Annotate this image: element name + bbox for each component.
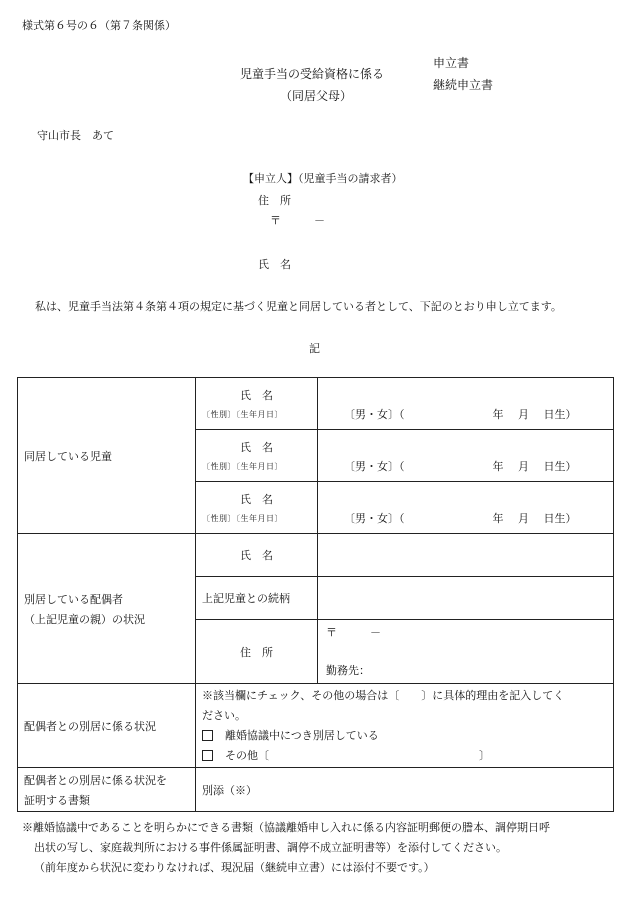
form-number: 様式第６号の６（第７条関係） (22, 19, 176, 32)
statement: 私は、児童手当法第４条第４項の規定に基づく児童と同居している者として、下記のとおり申し立てます。 (35, 300, 562, 313)
children-label: 同居している児童 (18, 378, 196, 534)
divorce-option-label: 離婚協議中につき別居している (225, 728, 379, 742)
other-option-label: その他〔 (225, 748, 269, 762)
child-1-value: 〔男・女〕（ 年 月 日生） (344, 407, 577, 421)
child-2-value: 〔男・女〕（ 年 月 日生） (344, 459, 577, 473)
divorce-checkbox[interactable] (202, 730, 213, 741)
spouse-relation-label: 上記児童との続柄 (196, 577, 318, 620)
note-line1: ※離婚協議中であることを明らかにできる書類（協議離婚申し入れに係る内容証明郵便の謄本、調停期日呼 (22, 821, 550, 834)
child-1-name-cell (196, 378, 318, 430)
spouse-address-input[interactable] (318, 620, 614, 684)
notes (22, 818, 612, 878)
separation-instruction-1: ※該当欄にチェック、その他の場合は〔 〕に具体的理由を記入してく (202, 688, 565, 702)
separation-instruction-2: ださい。 (202, 708, 246, 722)
proof-label-line1: 配偶者との別居に係る状況を (24, 773, 167, 787)
doc-type-application: 申立書 (433, 56, 470, 70)
proof-value: 別添（※） (196, 768, 614, 812)
child-1-value-cell[interactable] (318, 378, 614, 430)
other-option-close: 〕 (479, 748, 490, 762)
note-line2: 出状の写し、家庭裁判所における事件係属証明書、調停不成立証明書等）を添付してください。 (34, 841, 507, 854)
applicant-postal: 〒 － (270, 214, 325, 227)
other-checkbox[interactable] (202, 750, 213, 761)
spouse-work: 勤務先： (326, 664, 370, 677)
child-name-label: 氏 名 (240, 389, 273, 402)
form-subtitle: （同居父母） (280, 89, 353, 103)
spouse-relation-input[interactable] (318, 577, 614, 620)
separation-option-divorce (202, 726, 607, 746)
child-3-value-cell[interactable] (318, 482, 614, 534)
spouse-label (18, 534, 196, 684)
application-table (17, 377, 614, 812)
spouse-label-line2: （上記児童の親）の状況 (24, 612, 145, 626)
spouse-postal: 〒 － (326, 626, 381, 639)
spouse-address-label: 住 所 (196, 620, 318, 684)
applicant-name-label: 氏 名 (258, 258, 291, 271)
doc-type-continuation: 継続申立書 (433, 78, 494, 92)
child-name-label: 氏 名 (240, 493, 273, 506)
spouse-name-input[interactable] (318, 534, 614, 577)
child-2-name-cell (196, 430, 318, 482)
applicant-address-label: 住 所 (258, 194, 291, 207)
child-sub-label: 〔性別〕〔生年月日〕 (202, 514, 283, 523)
proof-label (18, 768, 196, 812)
form-title: 児童手当の受給資格に係る (240, 67, 385, 81)
applicant-heading: 【申立人】（児童手当の請求者） (243, 172, 403, 185)
separation-cell (196, 684, 614, 768)
child-sub-label: 〔性別〕〔生年月日〕 (202, 462, 283, 471)
spouse-label-line1: 別居している配偶者 (24, 592, 123, 606)
proof-label-line2: 証明する書類 (24, 793, 90, 807)
ki-heading: 記 (309, 342, 320, 355)
child-3-value: 〔男・女〕（ 年 月 日生） (344, 511, 577, 525)
addressee: 守山市長 あて (37, 129, 114, 142)
child-name-label: 氏 名 (240, 441, 273, 454)
separation-option-other (202, 746, 607, 766)
separation-label: 配偶者との別居に係る状況 (18, 684, 196, 768)
child-sub-label: 〔性別〕〔生年月日〕 (202, 410, 283, 419)
note-line3: （前年度から状況に変わりなければ、現況届（継続申立書）には添付不要です。） (34, 861, 435, 874)
child-2-value-cell[interactable] (318, 430, 614, 482)
child-3-name-cell (196, 482, 318, 534)
spouse-name-label: 氏 名 (196, 534, 318, 577)
